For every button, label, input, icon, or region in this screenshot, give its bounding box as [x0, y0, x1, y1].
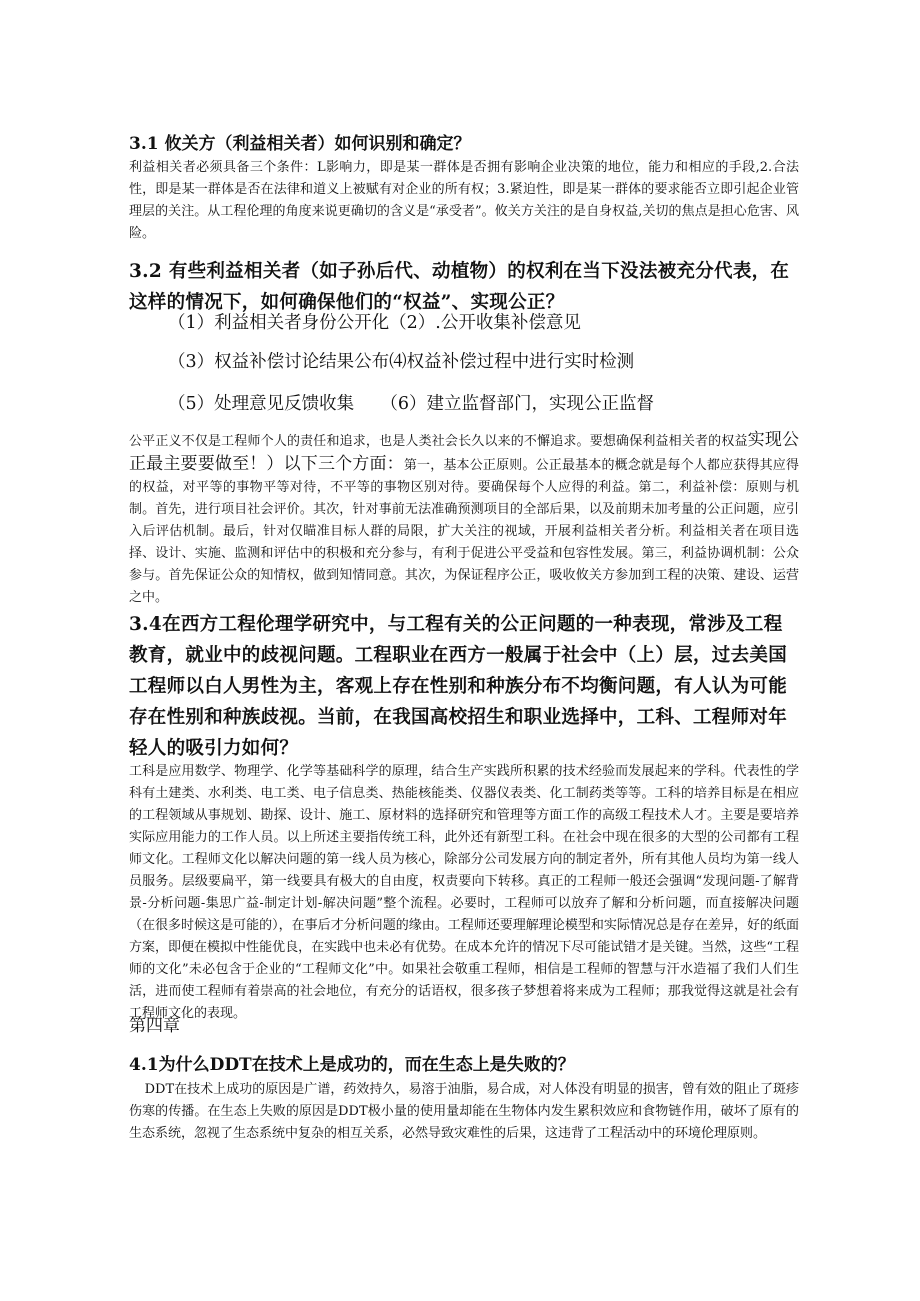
- section-3-2-paragraph-rest: 第一，基本公正原则。公正最基本的概念就是每个人都应获得其应得的权益，对平等的事物平等对待，不平等的事物区别对待。要确保每个人应得的利益。第二，利益补偿：原则与机制。首先，进行项目社会评价。其次，针对事前无法准确预测项目的全部后果，以及前期未加考量的公正问题，应引入后评估机制。最后，针对仅瞄准目标人群的局限，扩大关注的视域，开展利益相关者分析。利益相关者在项目选择、设计、实施、监测和评估中的积极和充分参与，有利于促进公平受益和包容性发展。第三，利益协调机制：公众参与。首先保证公众的知情权，做到知情同意。其次，为保证程序公正，吸收攸关方参加到工程的决策、建设、运营之中。: [129, 458, 799, 605]
- section-3-1-heading: 3.1 攸关方（利益相关者）如何识别和确定？: [129, 134, 471, 154]
- section-3-2-item-1: （1）利益相关者身份公开化（2）.公开收集补偿意见: [168, 313, 581, 333]
- section-3-1-body: 利益相关者必须具备三个条件：L影响力，即是某一群体是否拥有影响企业决策的地位，能力和相应的手段,2.合法性，即是某一群体是否在法律和道义上被赋有对企业的所有权；3.紧迫性，即是某一群体的要求能否立即引起企业管理层的关注。从工程伦理的角度来说更确切的含义是“承受者”。攸关方关注的是自身权益,关切的焦点是担心危害、风险。: [129, 160, 799, 241]
- section-3-2-heading: 3.2 有些利益相关者（如子孙后代、动植物）的权利在当下没法被充分代表，在这样的情况下，如何确保他们的“权益”、实现公正？: [129, 261, 790, 313]
- section-3-2-item-3: （5）处理意见反馈收集 （6）建立监督部门，实现公正监督: [168, 394, 655, 414]
- section-3-2-paragraph-lead: 公平正义不仅是工程师个人的责任和追求，也是人类社会长久以来的不懈追求。要想确保利益相关者的权益: [129, 434, 748, 449]
- section-3-4-heading: 3.4在西方工程伦理学研究中，与工程有关的公正问题的一种表现，常涉及工程教育，就业中的歧视问题。工程职业在西方一般属于社会中（上）层，过去美国工程师以白人男性为主，客观上存在性别和种族分布不均衡问题，有人认为可能存在性别和种族歧视。当前，在我国高校招生和职业选择中，工科、工程师对年轻人的吸引力如何？: [129, 614, 788, 759]
- section-3-2-paragraph-emphasis: 实现公正最主要要做至！）以下三个方面：: [129, 430, 799, 474]
- chapter-4-title: 第四章: [129, 1016, 180, 1036]
- section-3-2-item-2: （3）权益补偿讨论结果公布⑷权益补偿过程中进行实时检测: [168, 352, 635, 372]
- section-4-1-body: DDT在技术上成功的原因是广谱，药效持久，易溶于油脂，易合成，对人体没有明显的损害，曾有效的阻止了斑疹伤寒的传播。在生态上失败的原因是DDT极小量的使用量却能在生物体内发生累积效应和食物链作用，破坏了原有的生态系统，忽视了生态系统中复杂的相互关系，必然导致灾难性的后果，这违背了工程活动中的环境伦理原则。: [129, 1082, 799, 1141]
- section-3-4-body: 工科是应用数学、物理学、化学等基础科学的原理，结合生产实践所积累的技术经验而发展起来的学科。代表性的学科有土建类、水利类、电工类、电子信息类、热能核能类、仪器仪表类、化工制药类等等。工科的培养目标是在相应的工程领域从事规划、勘探、设计、施工、原材料的选择研究和管理等方面工作的高级工程技术人才。主要是要培养实际应用能力的工作人员。以上所述主要指传统工科，此外还有新型工科。在社会中现在很多的大型的公司都有工程师文化。工程师文化以解决问题的第一线人员为核心，除部分公司发展方向的制定者外，所有其他人员均为第一线人员服务。层级要扁平，第一线要具有极大的自由度，权责要向下转移。真正的工程师一般还会强调“发现问题-了解背景-分析问题-集思广益-制定计划-解决问题”整个流程。必要时，工程师可以放弃了解和分析问题，而直接解决问题（在很多时候这是可能的），在事后才分析问题的缘由。工程师还要理解理论模型和实际情况总是存在差异，好的纸面方案，即便在模拟中性能优良，在实践中也未必有优势。在成本允许的情况下尽可能试错才是关键。当然，这些“工程师的文化”未必包含于企业的“工程师文化”中。如果社会敬重工程师，相信是工程师的智慧与汗水造福了我们人们生活，进而使工程师有着崇高的社会地位，有充分的话语权，很多孩子梦想着将来成为工程师；那我觉得这就是社会有工程师文化的表现。: [129, 764, 799, 1021]
- section-4-1-heading: 4.1为什么DDT在技术上是成功的，而在生态上是失败的？: [129, 1055, 575, 1075]
- section-3-2-paragraph: [129, 429, 799, 609]
